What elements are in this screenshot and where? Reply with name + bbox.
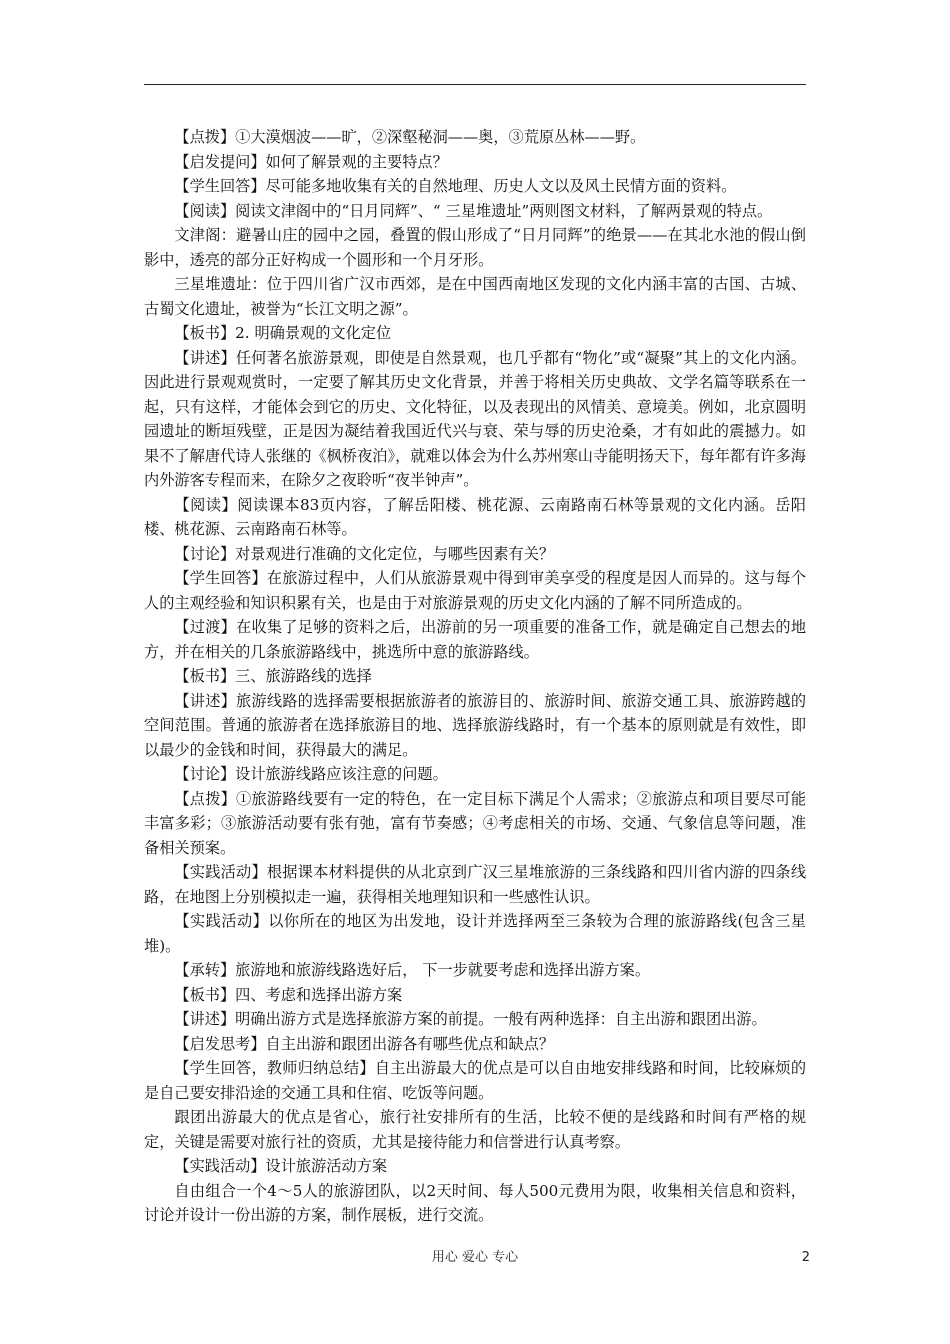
paragraph: 【板书】四、考虑和选择出游方案 bbox=[174, 985, 403, 1004]
header-rule bbox=[144, 84, 806, 85]
paragraph: 三星堆遗址：位于四川省广汉市西郊，是在中国西南地区发现的文化内涵丰富的古国、古城、古蜀文化遗址，被誉为“长江文明之源”。 bbox=[144, 275, 806, 318]
paragraph: 【启发思考】自主出游和跟团出游各有哪些优点和缺点？ bbox=[174, 1034, 555, 1053]
paragraph: 【讲述】明确出游方式是选择旅游方案的前提。一般有两种选择：自主出游和跟团出游。 bbox=[174, 1010, 767, 1028]
paragraph: 【实践活动】根据课本材料提供的从北京到广汉三星堆旅游的三条线路和四川省内游的四条线路，在地图上分别模拟走一遍，获得相关地理知识和一些感性认识。 bbox=[144, 863, 806, 906]
page-number: 2 bbox=[801, 1250, 810, 1265]
paragraph: 【点拨】①旅游路线要有一定的特色，在一定目标下满足个人需求；②旅游点和项目要尽可能丰富多彩；③旅游活动要有张有弛，富有节奏感；④考虑相关的市场、交通、气象信息等问题，准备相关预案。 bbox=[144, 789, 806, 857]
paragraph: 【学生回答】在旅游过程中，人们从旅游景观中得到审美享受的程度是因人而异的。这与每个人的主观经验和知识积累有关，也是由于对旅游景观的历史文化内涵的了解不同所造成的。 bbox=[144, 569, 806, 612]
paragraph: 【板书】三、旅游路线的选择 bbox=[174, 667, 372, 685]
paragraph: 【启发提问】如何了解景观的主要特点？ bbox=[174, 152, 448, 171]
paragraph: 【实践活动】设计旅游活动方案 bbox=[174, 1157, 388, 1175]
paragraph: 【阅读】阅读课本83页内容，了解岳阳楼、桃花源、云南路南石林等景观的文化内涵。岳阳楼、桃花源、云南路南石林等。 bbox=[144, 495, 806, 538]
paragraph: 【讲述】任何著名旅游景观，即使是自然景观，也几乎都有“物化”或“凝聚”其上的文化内涵。因此进行景观观赏时，一定要了解其历史文化背景，并善于将相关历史典故、文学名篇等联系在一起，只有这样，才能体会到它的历史、文化特征，以及表现出的风情美、意境美。例如，北京圆明园遗址的断垣残壁，正是因为凝结着我国近代兴与衰、荣与辱的历史沧桑，才有如此的震撼力。如果不了解唐代诗人张继的《枫桥夜泊》，就难以体会为什么苏州寒山寺能明扬天下，每年都有许多海内外游客专程而来，在除夕之夜聆听“夜半钟声”。 bbox=[144, 348, 806, 489]
paragraph: 【承转】旅游地和旅游线路选好后， 下一步就要考虑和选择出游方案。 bbox=[174, 961, 651, 979]
paragraph: 文津阁：避暑山庄的园中之园，叠置的假山形成了“日月同辉”的绝景——在其北水池的假山倒影中，透亮的部分正好构成一个圆形和一个月牙形。 bbox=[144, 226, 806, 269]
paragraph: 【学生回答，教师归纳总结】自主出游最大的优点是可以自由地安排线路和时间，比较麻烦的是自己要安排沿途的交通工具和住宿、吃饭等问题。 bbox=[144, 1059, 806, 1102]
paragraph: 【实践活动】以你所在的地区为出发地，设计并选择两至三条较为合理的旅游路线(包含三星堆)。 bbox=[144, 912, 806, 955]
paragraph: 跟团出游最大的优点是省心，旅行社安排所有的生活，比较不便的是线路和时间有严格的规定，关键是需要对旅行社的资质，尤其是接待能力和信誉进行认真考察。 bbox=[144, 1108, 806, 1151]
page-body bbox=[144, 125, 806, 1228]
paragraph: 自由组合一个4～5人的旅游团队，以2天时间、每人500元费用为限，收集相关信息和资料，讨论并设计一份出游的方案，制作展板，进行交流。 bbox=[144, 1181, 806, 1224]
paragraph: 【阅读】阅读文津阁中的“日月同辉”、“ 三星堆遗址”两则图文材料，了解两景观的特点。 bbox=[174, 201, 773, 220]
paragraph: 【学生回答】尽可能多地收集有关的自然地理、历史人文以及风土民情方面的资料。 bbox=[174, 177, 737, 195]
footer-slogan: 用心 爱心 专心 bbox=[431, 1250, 519, 1265]
paragraph: 【点拨】①大漠烟波——旷，②深壑秘洞——奥，③荒原丛林——野。 bbox=[174, 128, 646, 146]
paragraph: 【讨论】设计旅游线路应该注意的问题。 bbox=[174, 765, 448, 783]
paragraph: 【板书】2. 明确景观的文化定位 bbox=[174, 324, 392, 342]
paragraph: 【过渡】在收集了足够的资料之后，出游前的另一项重要的准备工作，就是确定自己想去的地方，并在相关的几条旅游路线中，挑选所中意的旅游路线。 bbox=[144, 618, 806, 661]
paragraph: 【讲述】旅游线路的选择需要根据旅游者的旅游目的、旅游时间、旅游交通工具、旅游跨越的空间范围。普通的旅游者在选择旅游目的地、选择旅游线路时，有一个基本的原则就是有效性，即以最少的金钱和时间，获得最大的满足。 bbox=[144, 691, 806, 759]
paragraph: 【讨论】对景观进行准确的文化定位，与哪些因素有关？ bbox=[174, 544, 555, 563]
